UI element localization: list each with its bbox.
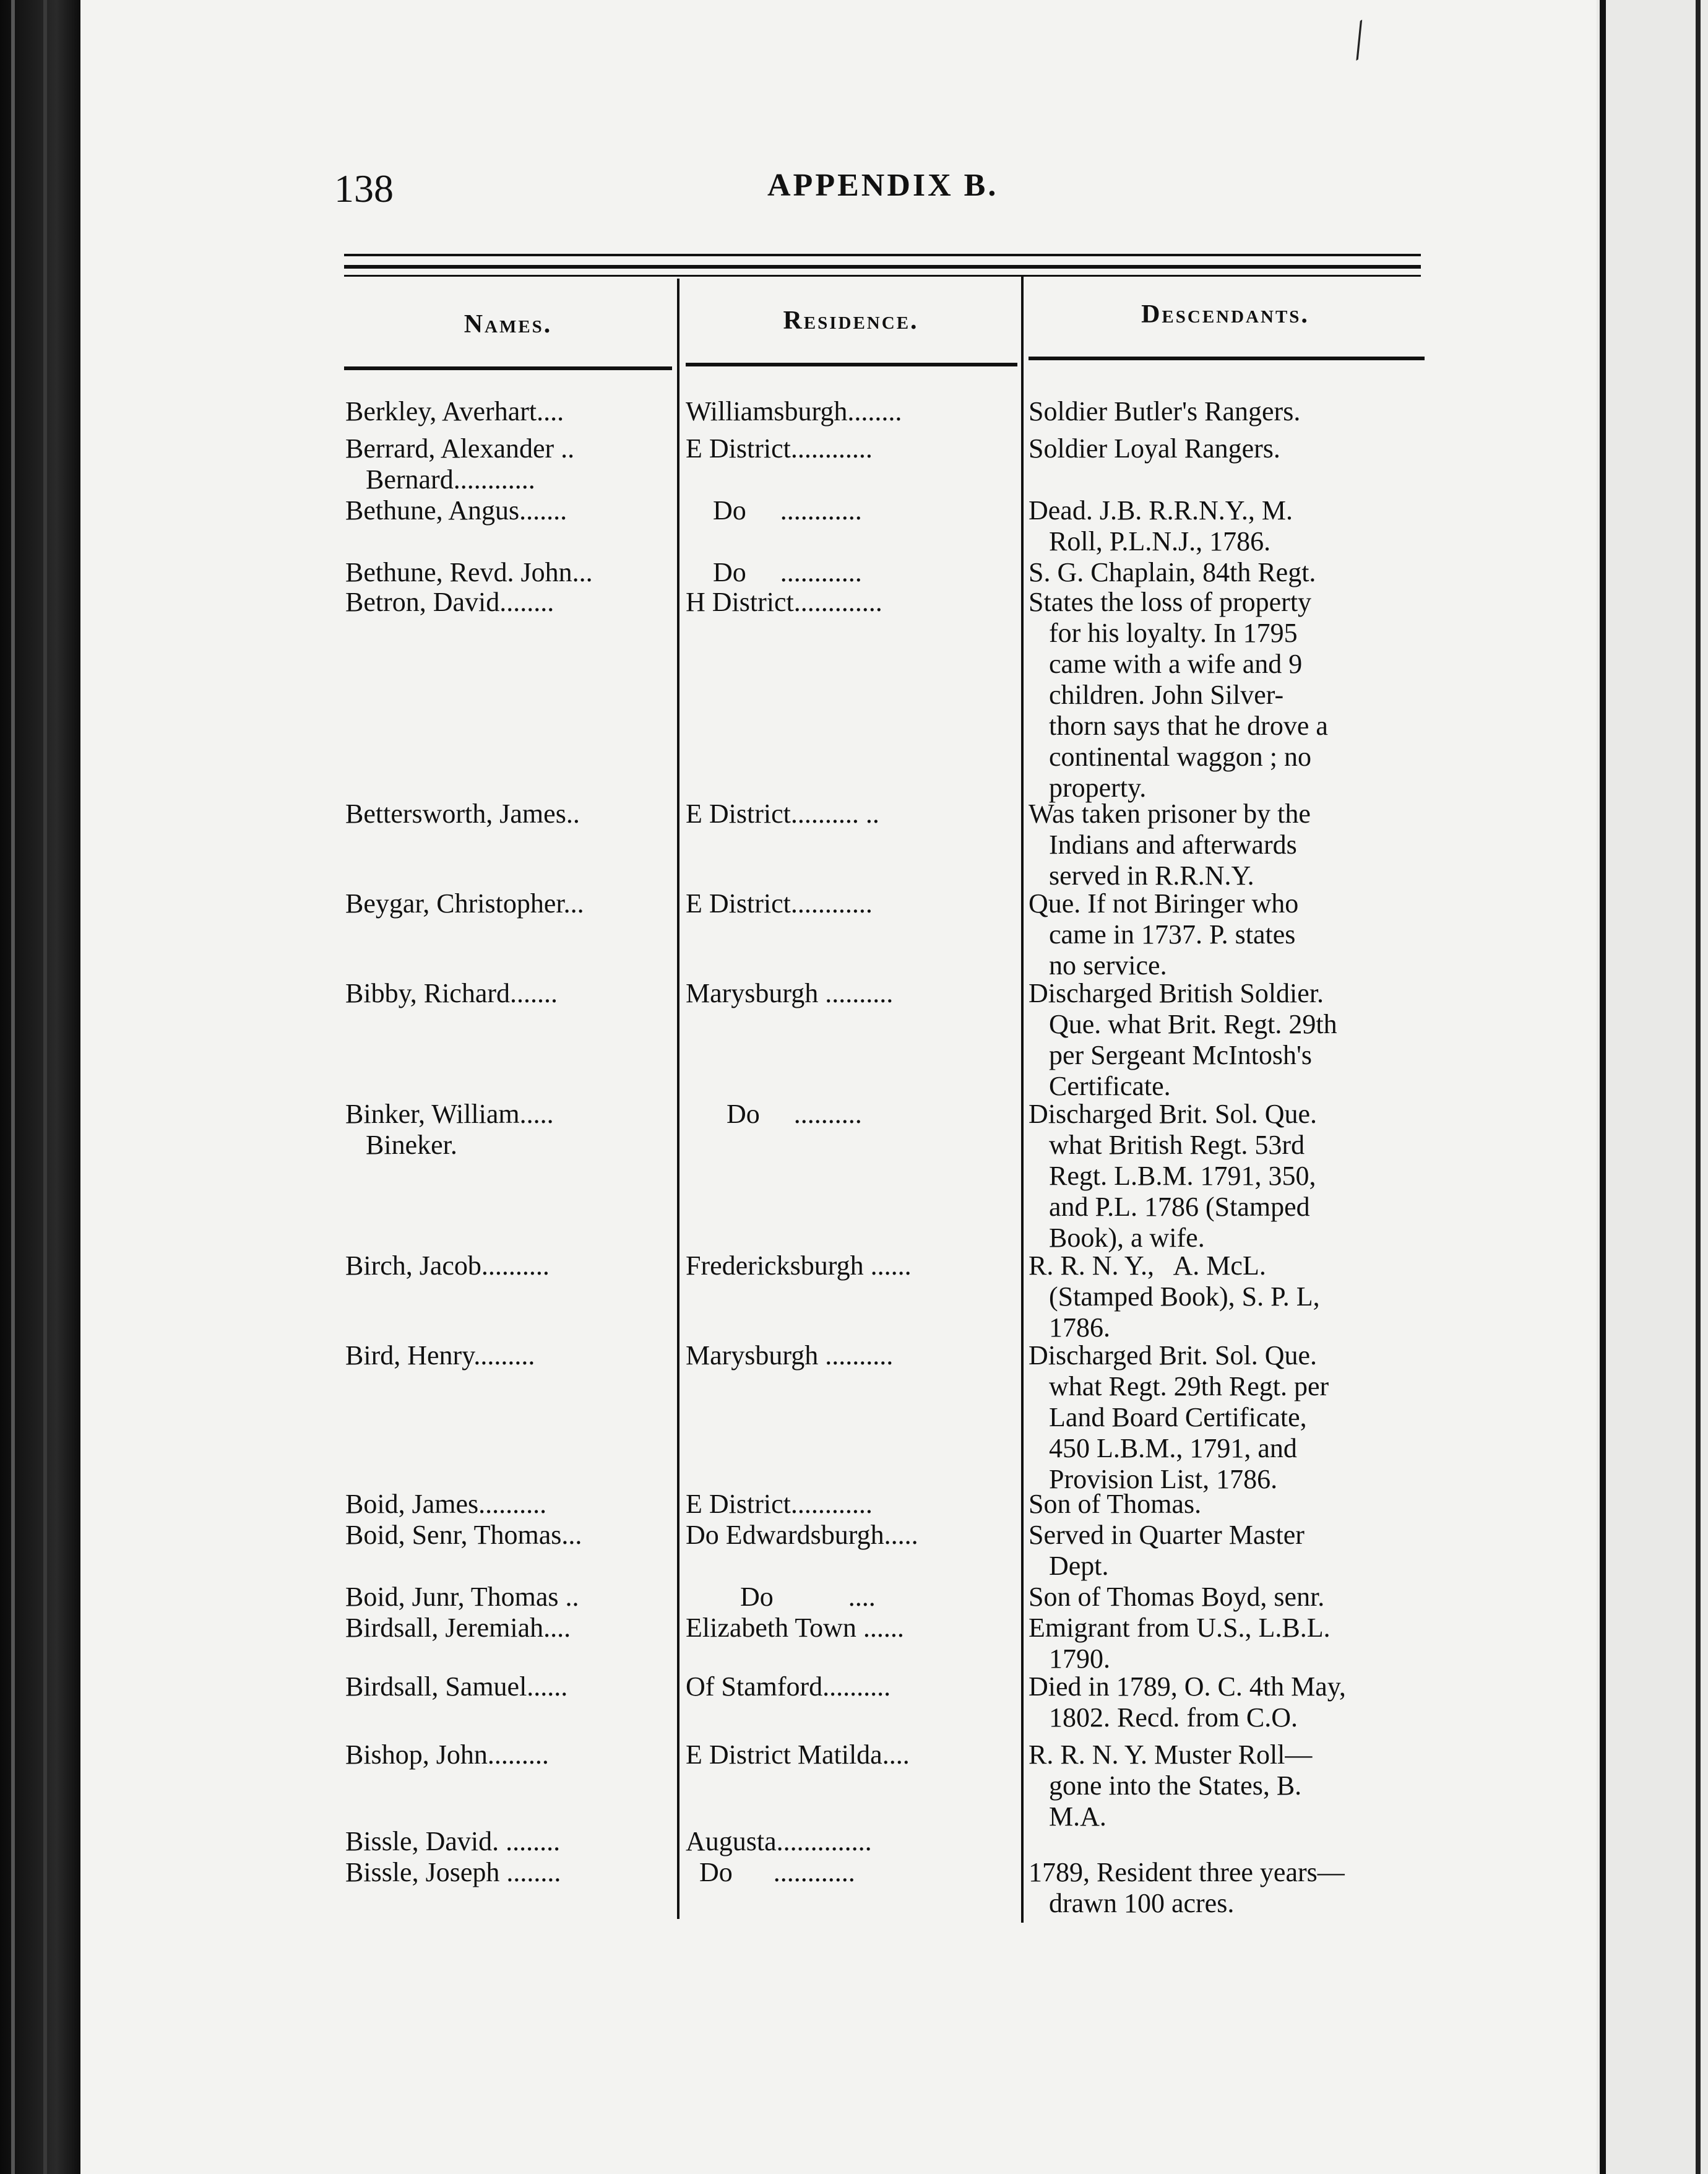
- row-descendants: Soldier Loyal Rangers.: [1029, 433, 1280, 464]
- row-descendants: Was taken prisoner by the Indians and afterwards served in R.R.N.Y.: [1029, 799, 1311, 891]
- row-name: Bethune, Angus.......: [345, 495, 567, 526]
- column-header-names: Names.: [464, 310, 553, 339]
- row-descendants: Emigrant from U.S., L.B.L. 1790.: [1029, 1613, 1331, 1674]
- row-residence: Do Edwardsburgh.....: [686, 1520, 918, 1550]
- row-descendants: R. R. N. Y. Muster Roll— gone into the States, B. M.A.: [1029, 1739, 1313, 1832]
- header-rule: [344, 275, 1421, 277]
- page-number: 138: [334, 167, 394, 210]
- row-residence: Elizabeth Town ......: [686, 1613, 904, 1643]
- row-residence: Fredericksburgh ......: [686, 1250, 912, 1281]
- row-descendants: Dead. J.B. R.R.N.Y., M. Roll, P.L.N.J., 1786.: [1029, 495, 1293, 556]
- row-descendants: Discharged Brit. Sol. Que. what Regt. 29th Regt. per Land Board Certificate, 450 L.B.M., 1791, and Provision List, 1786.: [1029, 1340, 1329, 1494]
- row-name: Boid, Junr, Thomas ..: [345, 1582, 579, 1612]
- row-name: Bissle, Joseph ........: [345, 1857, 561, 1887]
- row-name: Beygar, Christopher...: [345, 888, 584, 919]
- running-head: APPENDIX B.: [767, 168, 999, 203]
- row-residence: Marysburgh ..........: [686, 978, 894, 1008]
- page-right-edge: [1597, 0, 1708, 2174]
- row-descendants: Discharged Brit. Sol. Que. what British Regt. 53rd Regt. L.B.M. 1791, 350, and P.L. 1786 (Stamped Book), a wife.: [1029, 1099, 1318, 1253]
- row-name: Boid, Senr, Thomas...: [345, 1520, 582, 1550]
- row-descendants: 1789, Resident three years— drawn 100 acres.: [1029, 1857, 1345, 1918]
- row-descendants: Soldier Butler's Rangers.: [1029, 396, 1301, 427]
- row-residence: Do ............: [686, 557, 862, 587]
- row-name: Berrard, Alexander .. Bernard............: [345, 433, 575, 495]
- row-descendants: S. G. Chaplain, 84th Regt.: [1029, 557, 1316, 587]
- row-residence: Williamsburgh........: [686, 396, 902, 427]
- row-residence: Of Stamford..........: [686, 1671, 891, 1702]
- header-rule: [344, 254, 1421, 256]
- row-name: Betron, David........: [345, 587, 554, 617]
- row-descendants: Died in 1789, O. C. 4th May, 1802. Recd. from C.O.: [1029, 1671, 1346, 1733]
- binding-edge: [11, 0, 15, 2174]
- row-descendants: Served in Quarter Master Dept.: [1029, 1520, 1305, 1581]
- binding-edge: [43, 0, 47, 2174]
- row-descendants: Discharged British Soldier. Que. what Brit. Regt. 29th per Sergeant McIntosh's Certificate.: [1029, 978, 1337, 1101]
- row-name: Birdsall, Jeremiah....: [345, 1613, 571, 1643]
- row-residence: Do ..........: [686, 1099, 862, 1129]
- row-residence: E District.......... ..: [686, 799, 879, 829]
- row-name: Bibby, Richard.......: [345, 978, 558, 1008]
- row-residence: Do ....: [686, 1582, 876, 1612]
- row-name: Binker, William..... Bineker.: [345, 1099, 554, 1160]
- row-residence: Do ............: [686, 495, 862, 526]
- row-descendants: Son of Thomas.: [1029, 1489, 1202, 1519]
- row-name: Bissle, David. ........: [345, 1826, 561, 1856]
- page-right-edge-line: [1600, 0, 1606, 2174]
- row-residence: E District Matilda....: [686, 1739, 910, 1770]
- row-descendants: R. R. N. Y., A. McL. (Stamped Book), S. P. L, 1786.: [1029, 1250, 1320, 1343]
- row-name: Birdsall, Samuel......: [345, 1671, 568, 1702]
- row-residence: Augusta..............: [686, 1826, 872, 1856]
- row-descendants: States the loss of property for his loyalty. In 1795 came with a wife and 9 children. John Silver- thorn says that he drove a continental waggon ; no property.: [1029, 587, 1328, 803]
- row-descendants: Que. If not Biringer who came in 1737. P. states no service.: [1029, 888, 1299, 981]
- row-name: Berkley, Averhart....: [345, 396, 564, 427]
- row-residence: Marysburgh ..........: [686, 1340, 894, 1371]
- header-rule: [344, 265, 1421, 269]
- column-header-rule: [1029, 357, 1425, 360]
- row-name: Boid, James..........: [345, 1489, 547, 1519]
- page-right-edge-line: [1696, 0, 1701, 2174]
- row-residence: E District............: [686, 433, 873, 464]
- row-descendants: Son of Thomas Boyd, senr.: [1029, 1582, 1325, 1612]
- pencil-mark: ⁄: [1342, 14, 1377, 66]
- column-header-rule: [686, 363, 1017, 366]
- row-name: Bishop, John.........: [345, 1739, 549, 1770]
- column-header-residence: Residence.: [783, 306, 919, 335]
- row-residence: Do ............: [686, 1857, 855, 1887]
- row-residence: E District............: [686, 1489, 873, 1519]
- column-header-descendants: Descendants.: [1141, 300, 1309, 329]
- row-name: Bettersworth, James..: [345, 799, 580, 829]
- row-name: Bethune, Revd. John...: [345, 557, 593, 587]
- row-residence: E District............: [686, 888, 873, 919]
- row-name: Bird, Henry.........: [345, 1340, 535, 1371]
- row-name: Birch, Jacob..........: [345, 1250, 550, 1281]
- column-header-rule: [344, 366, 672, 370]
- column-divider: [1021, 276, 1024, 1923]
- row-residence: H District.............: [686, 587, 882, 617]
